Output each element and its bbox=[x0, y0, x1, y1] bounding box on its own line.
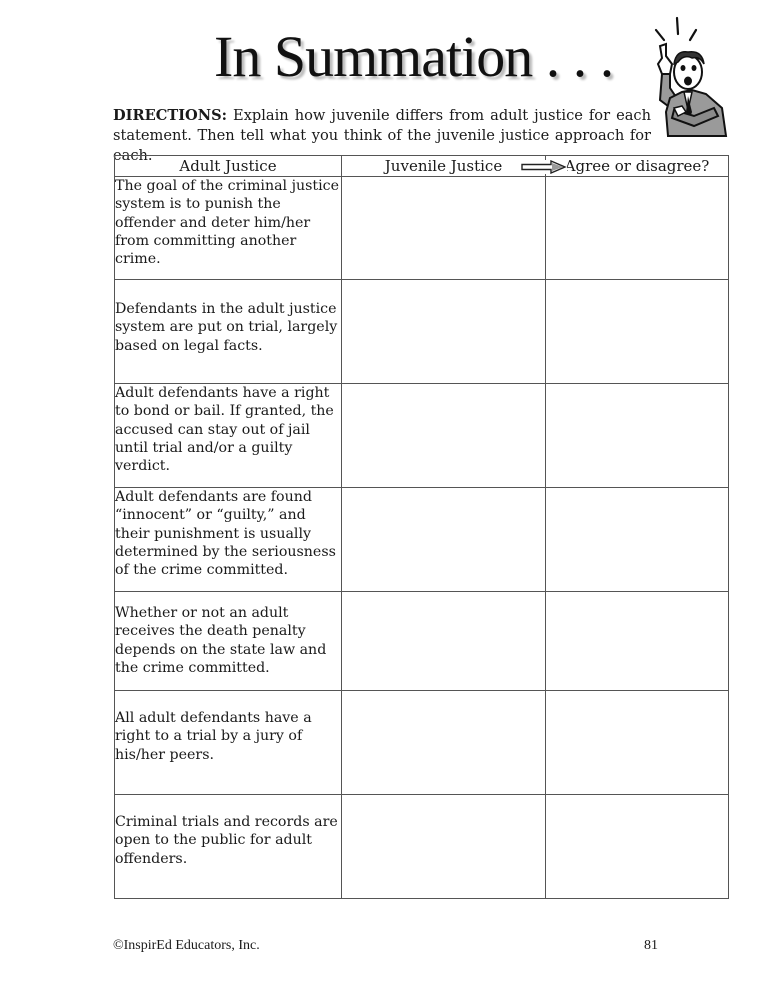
adult-justice-statement: Whether or not an adult receives the death penalty depends on the state law and the crime committed. bbox=[115, 592, 342, 691]
table-row bbox=[115, 280, 729, 384]
adult-justice-statement: Adult defendants have a right to bond or bail. If granted, the accused can stay out of jail until trial and/or a guilty verdict. bbox=[115, 384, 342, 488]
agree-disagree-answer-cell[interactable] bbox=[546, 691, 729, 795]
column-header-agree-or-disagree: Agree or disagree? bbox=[546, 156, 729, 177]
directions-label: DIRECTIONS: bbox=[113, 107, 228, 124]
right-arrow-icon bbox=[521, 160, 567, 174]
page-title: In Summation . . . bbox=[214, 24, 614, 89]
agree-disagree-answer-cell[interactable] bbox=[546, 592, 729, 691]
juvenile-justice-answer-cell[interactable] bbox=[342, 384, 546, 488]
adult-justice-statement: The goal of the criminal justice system is to punish the offender and deter him/her from committing another crime. bbox=[115, 177, 342, 280]
copyright-notice: ©InspirEd Educators, Inc. bbox=[113, 938, 260, 953]
adult-justice-statement: All adult defendants have a right to a trial by a jury of his/her peers. bbox=[115, 691, 342, 795]
juvenile-justice-answer-cell[interactable] bbox=[342, 280, 546, 384]
adult-justice-statement: Adult defendants are found “innocent” or “guilty,” and their punishment is usually determined by the seriousness of the crime committed. bbox=[115, 488, 342, 592]
table-row bbox=[115, 384, 729, 488]
juvenile-justice-answer-cell[interactable] bbox=[342, 592, 546, 691]
agree-disagree-answer-cell[interactable] bbox=[546, 280, 729, 384]
table-row bbox=[115, 592, 729, 691]
agree-disagree-answer-cell[interactable] bbox=[546, 795, 729, 899]
agree-disagree-answer-cell[interactable] bbox=[546, 177, 729, 280]
juvenile-justice-answer-cell[interactable] bbox=[342, 795, 546, 899]
column-header-juvenile-justice bbox=[342, 156, 546, 177]
worksheet-table bbox=[114, 155, 729, 899]
table-row bbox=[115, 177, 729, 280]
adult-justice-statement: Defendants in the adult justice system are put on trial, largely based on legal facts. bbox=[115, 280, 342, 384]
page-number: 81 bbox=[644, 938, 658, 953]
table-header-row bbox=[115, 156, 729, 177]
juvenile-justice-answer-cell[interactable] bbox=[342, 488, 546, 592]
table-row bbox=[115, 691, 729, 795]
juvenile-justice-answer-cell[interactable] bbox=[342, 691, 546, 795]
juvenile-justice-answer-cell[interactable] bbox=[342, 177, 546, 280]
table-row bbox=[115, 488, 729, 592]
column-header-juvenile-justice-label: Juvenile Justice bbox=[384, 157, 503, 175]
column-header-adult-justice: Adult Justice bbox=[115, 156, 342, 177]
excited-man-pointing-up-icon bbox=[648, 8, 736, 138]
table-row bbox=[115, 795, 729, 899]
agree-disagree-answer-cell[interactable] bbox=[546, 384, 729, 488]
directions-text: Explain how juvenile differs from adult justice for each statement. Then tell what you think of the juvenile justice approach for each. bbox=[113, 107, 651, 164]
adult-justice-statement: Criminal trials and records are open to the public for adult offenders. bbox=[115, 795, 342, 899]
agree-disagree-answer-cell[interactable] bbox=[546, 488, 729, 592]
